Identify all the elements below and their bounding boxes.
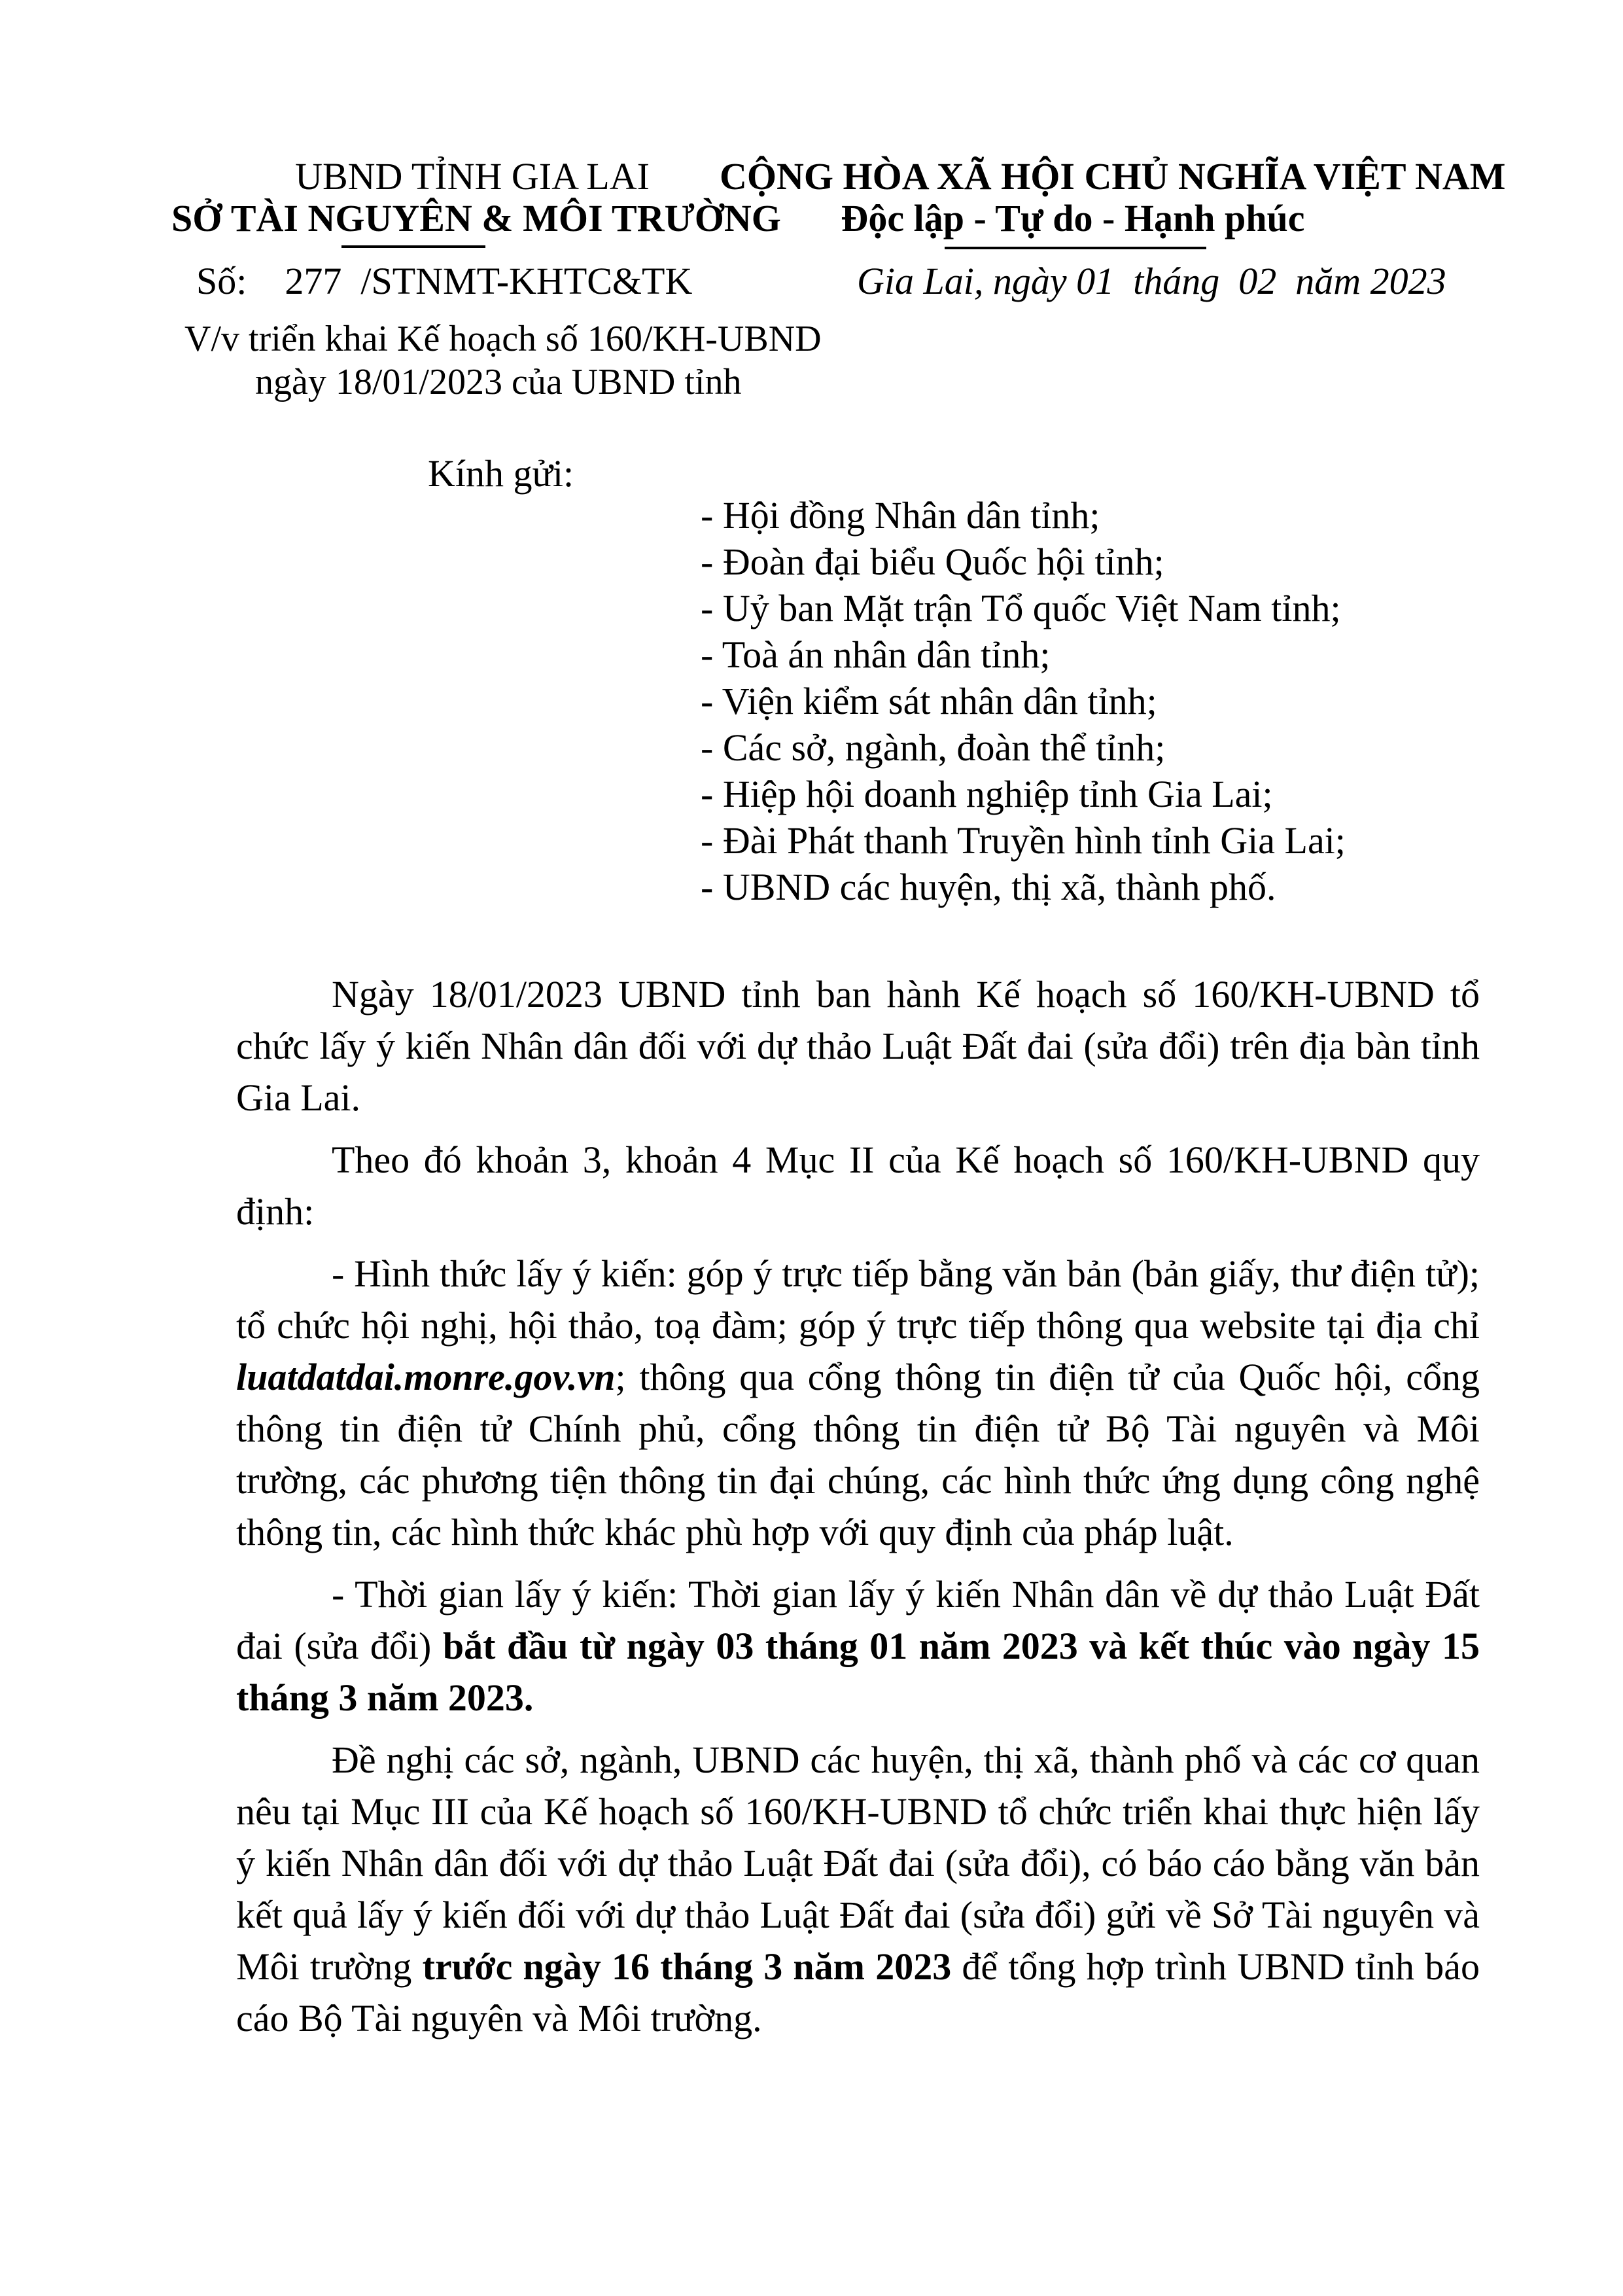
org-name: SỞ TÀI NGUYÊN & MÔI TRƯỜNG [171, 197, 781, 239]
recipient-item: - Đài Phát thanh Truyền hình tỉnh Gia Lai; [701, 819, 1346, 862]
org-underline [341, 245, 485, 248]
paragraph-timeline [236, 1568, 1480, 1723]
paragraph-reference: Theo đó khoản 3, khoản 4 Mục II của Kế hoạch số 160/KH-UBND quy định: [236, 1139, 1480, 1233]
doc-number: 277 [285, 260, 342, 302]
doc-code: /STNMT-KHTC&TK [360, 260, 693, 302]
place-date: Gia Lai, ngày 01 tháng 02 năm 2023 [857, 260, 1446, 302]
recipients-list [701, 492, 1346, 910]
recipient-item: - Viện kiểm sát nhân dân tỉnh; [701, 680, 1157, 722]
motto-underline [945, 247, 1206, 249]
request-text-cont: để tổng hợp trình UBND tỉnh báo cáo Bộ Tài nguyên và Môi trường. [236, 1945, 1480, 2040]
recipient-item: - UBND các huyện, thị xã, thành phố. [701, 866, 1276, 908]
timeline-text: - Thời gian lấy ý kiến: Thời gian lấy ý kiến Nhân dân về dự thảo Luật Đất đai (sửa đổi) [236, 1573, 1480, 1667]
paragraph-intro: Ngày 18/01/2023 UBND tỉnh ban hành Kế hoạch số 160/KH-UBND tổ chức lấy ý kiến Nhân dân đối với dự thảo Luật Đất đai (sửa đổi) trên địa bàn tỉnh Gia Lai. [236, 973, 1480, 1119]
letter-body [236, 968, 1480, 2055]
request-text: Đề nghị các sở, ngành, UBND các huyện, thị xã, thành phố và các cơ quan nêu tại Mục III của Kế hoạch số 160/KH-UBND tổ chức triển khai thực hiện lấy ý kiến Nhân dân đối với dự thảo Luật Đất đai (sửa đổi), có báo cáo bằng văn bản kết quả lấy ý kiến đối với dự thảo Luật Đất đai (sửa đổi) gửi về Sở Tài nguyên và Môi trường [236, 1739, 1480, 1988]
nation-title: CỘNG HÒA XÃ HỘI CHỦ NGHĨA VIỆT NAM [720, 155, 1506, 198]
recipients-label: Kính gửi: [428, 452, 574, 495]
website-link[interactable]: luatdatdai.monre.gov.vn [236, 1356, 616, 1398]
request-deadline: trước ngày 16 tháng 3 năm 2023 [422, 1945, 952, 1988]
recipient-item: - Hội đồng Nhân dân tỉnh; [701, 494, 1100, 537]
recipient-item: - Toà án nhân dân tỉnh; [701, 633, 1051, 676]
subject-line-2: ngày 18/01/2023 của UBND tỉnh [255, 362, 742, 402]
timeline-dates: bắt đầu từ ngày 03 tháng 01 năm 2023 và kết thúc vào ngày 15 tháng 3 năm 2023. [236, 1625, 1480, 1719]
recipient-item: - Các sở, ngành, đoàn thể tỉnh; [701, 726, 1166, 769]
paragraph-request [236, 1734, 1480, 2044]
recipient-item: - Đoàn đại biểu Quốc hội tỉnh; [701, 540, 1164, 583]
methods-text: - Hình thức lấy ý kiến: góp ý trực tiếp bằng văn bản (bản giấy, thư điện tử); tổ chức hội nghị, hội thảo, toạ đàm; góp ý trực tiếp thông qua website tại địa chỉ [236, 1252, 1480, 1347]
motto: Độc lập - Tự do - Hạnh phúc [841, 197, 1305, 239]
document-number [196, 259, 692, 303]
recipient-item: - Uỷ ban Mặt trận Tổ quốc Việt Nam tỉnh; [701, 587, 1341, 629]
recipient-item: - Hiệp hội doanh nghiệp tỉnh Gia Lai; [701, 773, 1273, 815]
doc-number-label: Số: [196, 260, 247, 302]
org-parent: UBND TỈNH GIA LAI [295, 155, 650, 198]
paragraph-methods [236, 1248, 1480, 1558]
methods-text-cont: ; thông qua cổng thông tin điện tử của Quốc hội, cổng thông tin điện tử Chính phủ, cổng thông tin điện tử Bộ Tài nguyên và Môi trường, các phương tiện thông tin đại chúng, các hình thức ứng dụng công nghệ thông tin, các hình thức khác phù hợp với quy định của pháp luật. [236, 1356, 1480, 1553]
subject-line-1: V/v triển khai Kế hoạch số 160/KH-UBND [184, 319, 822, 359]
